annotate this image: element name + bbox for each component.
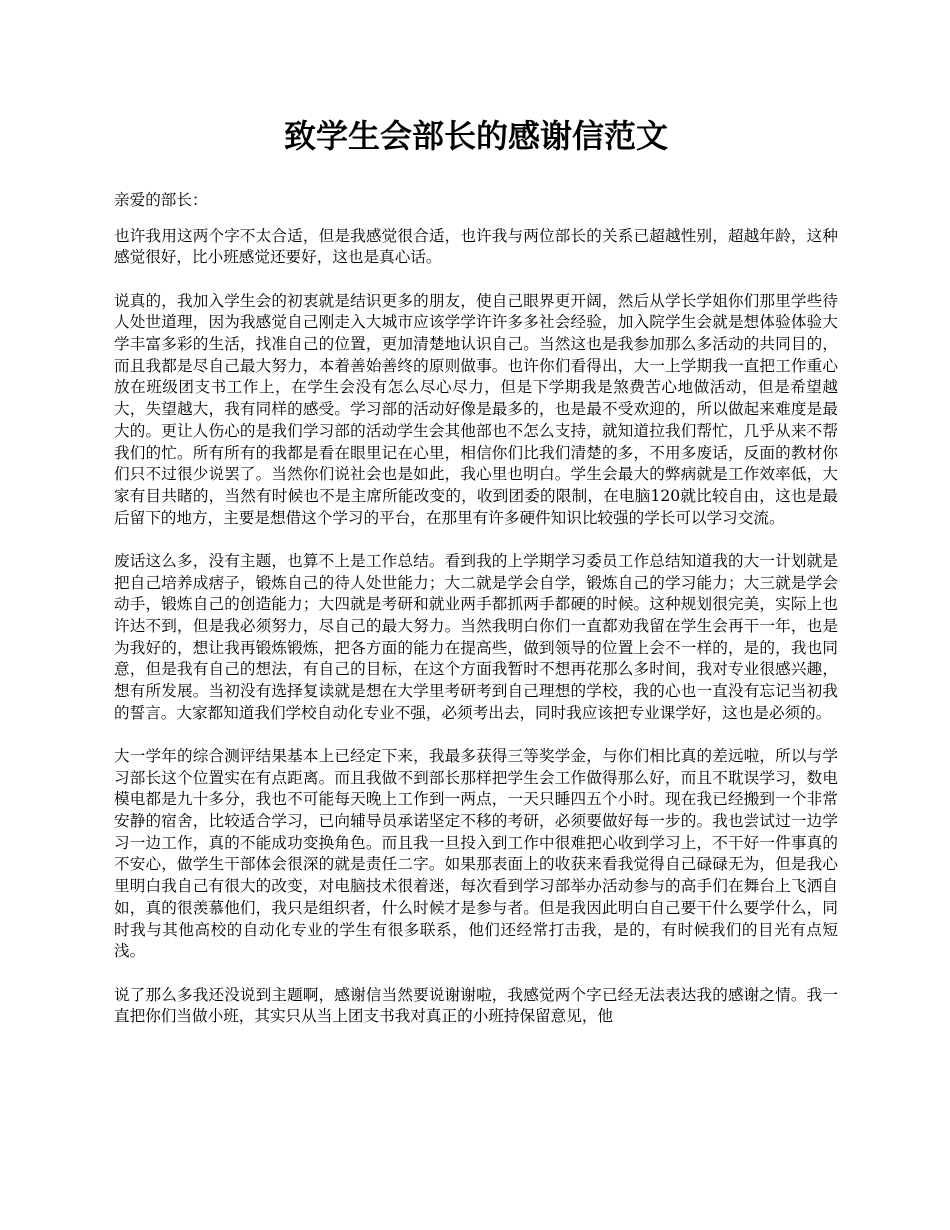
paragraph-5: 说了那么多我还没说到主题啊，感谢信当然要说谢谢啦，我感觉两个字已经无法表达我的感谢之情。我一直把你们当做小班，其实只从当上团支书我对真正的小班持保留意见，他 [114, 985, 838, 1026]
page-title: 致学生会部长的感谢信范文 [283, 117, 668, 155]
paragraph-3: 废话这么多，没有主题，也算不上是工作总结。看到我的上学期学习委员工作总结知道我的大一计划就是把自己培养成痞子，锻炼自己的待人处世能力；大二就是学会自学，锻炼自己的学习能力；大三就是学会动手，锻炼自己的创造能力；大四就是考研和就业两手都抓两手都硬的时候。这种规划很完美，实际上也许达不到，但是我必须努力，尽自己的最大努力。当然我明白你们一直都劝我留在学生会再干一年，也是为我好的，想让我再锻炼锻炼，把各方面的能力在提高些，做到领导的位置上会不一样的，是的，我也同意，但是我有自己的想法，有自己的目标，在这个方面我暂时不想再花那么多时间，我对专业很感兴趣，想有所发展。当初没有选择复读就是想在大学里考研考到自己理想的学校，我的心也一直没有忘记当初我的誓言。大家都知道我们学校自动化专业不强，必须考出去，同时我应该把专业课学好，这也是必须的。 [114, 551, 838, 722]
letter-body [114, 112, 838, 1049]
paragraph-2: 说真的，我加入学生会的初衷就是结识更多的朋友，使自己眼界更开阔，然后从学长学姐你们那里学些待人处世道理，因为我感觉自己刚走入大城市应该学学许许多多社会经验，加入院学生会就是想体验体验大学丰富多彩的生活，找准自己的位置，更加清楚地认识自己。当然这也是我参加那么多活动的共同目的，而且我都是尽自己最大努力，本着善始善终的原则做事。也许你们看得出，大一上学期我一直把工作重心放在班级团支书工作上，在学生会没有怎么尽心尽力，但是下学期我是煞费苦心地做活动，但是希望越大，失望越大，我有同样的感受。学习部的活动好像是最多的，也是最不受欢迎的，所以做起来难度是最大的。更让人伤心的是我们学习部的活动学生会其他部也不怎么支持，就知道拉我们帮忙，几乎从来不帮我们的忙。所有所有的我都是看在眼里记在心里，相信你们比我们清楚的多，不用多废话，反面的教材你们只不过很少说罢了。当然你们说社会也是如此，我心里也明白。学生会最大的弊病就是工作效率低，大家有目共睹的，当然有时候也不是主席所能改变的，收到团委的限制，在电脑120就比较自由，这也是最后留下的地方，主要是想借这个学习的平台，在那里有许多硬件知识比较强的学长可以学习交流。 [114, 291, 838, 527]
paragraph-1: 也许我用这两个字不太合适，但是我感觉很合适，也许我与两位部长的关系已超越性别，超越年龄，这种感觉很好，比小班感觉还要好，这也是真心话。 [114, 226, 838, 267]
paragraph-4: 大一学年的综合测评结果基本上已经定下来，我最多获得三等奖学金，与你们相比真的差远啦，所以与学习部长这个位置实在有点距离。而且我做不到部长那样把学生会工作做得那么好，而且不耽误学习，数电模电都是九十多分，我也不可能每天晚上工作到一两点，一天只睡四五个小时。现在我已经搬到一个非常安静的宿舍，比较适合学习，已向辅导员承诺坚定不移的考研，必须要做好每一步的。我也尝试过一边学习一边工作，真的不能成功变换角色。而且我一旦投入到工作中很难把心收到学习上，不干好一件事真的不安心，做学生干部体会很深的就是责任二字。如果那表面上的收获来看我觉得自己碌碌无为，但是我心里明白我自己有很大的改变，对电脑技术很着迷，每次看到学习部举办活动参与的高手们在舞台上飞洒自如，真的很羡慕他们，我只是组织者，什么时候才是参与者。但是我因此明白自己要干什么要学什么，同时我与其他高校的自动化专业的学生有很多联系，他们还经常打击我，是的，有时候我们的目光有点短浅。 [114, 746, 838, 961]
salutation: 亲爱的部长： [114, 191, 208, 209]
